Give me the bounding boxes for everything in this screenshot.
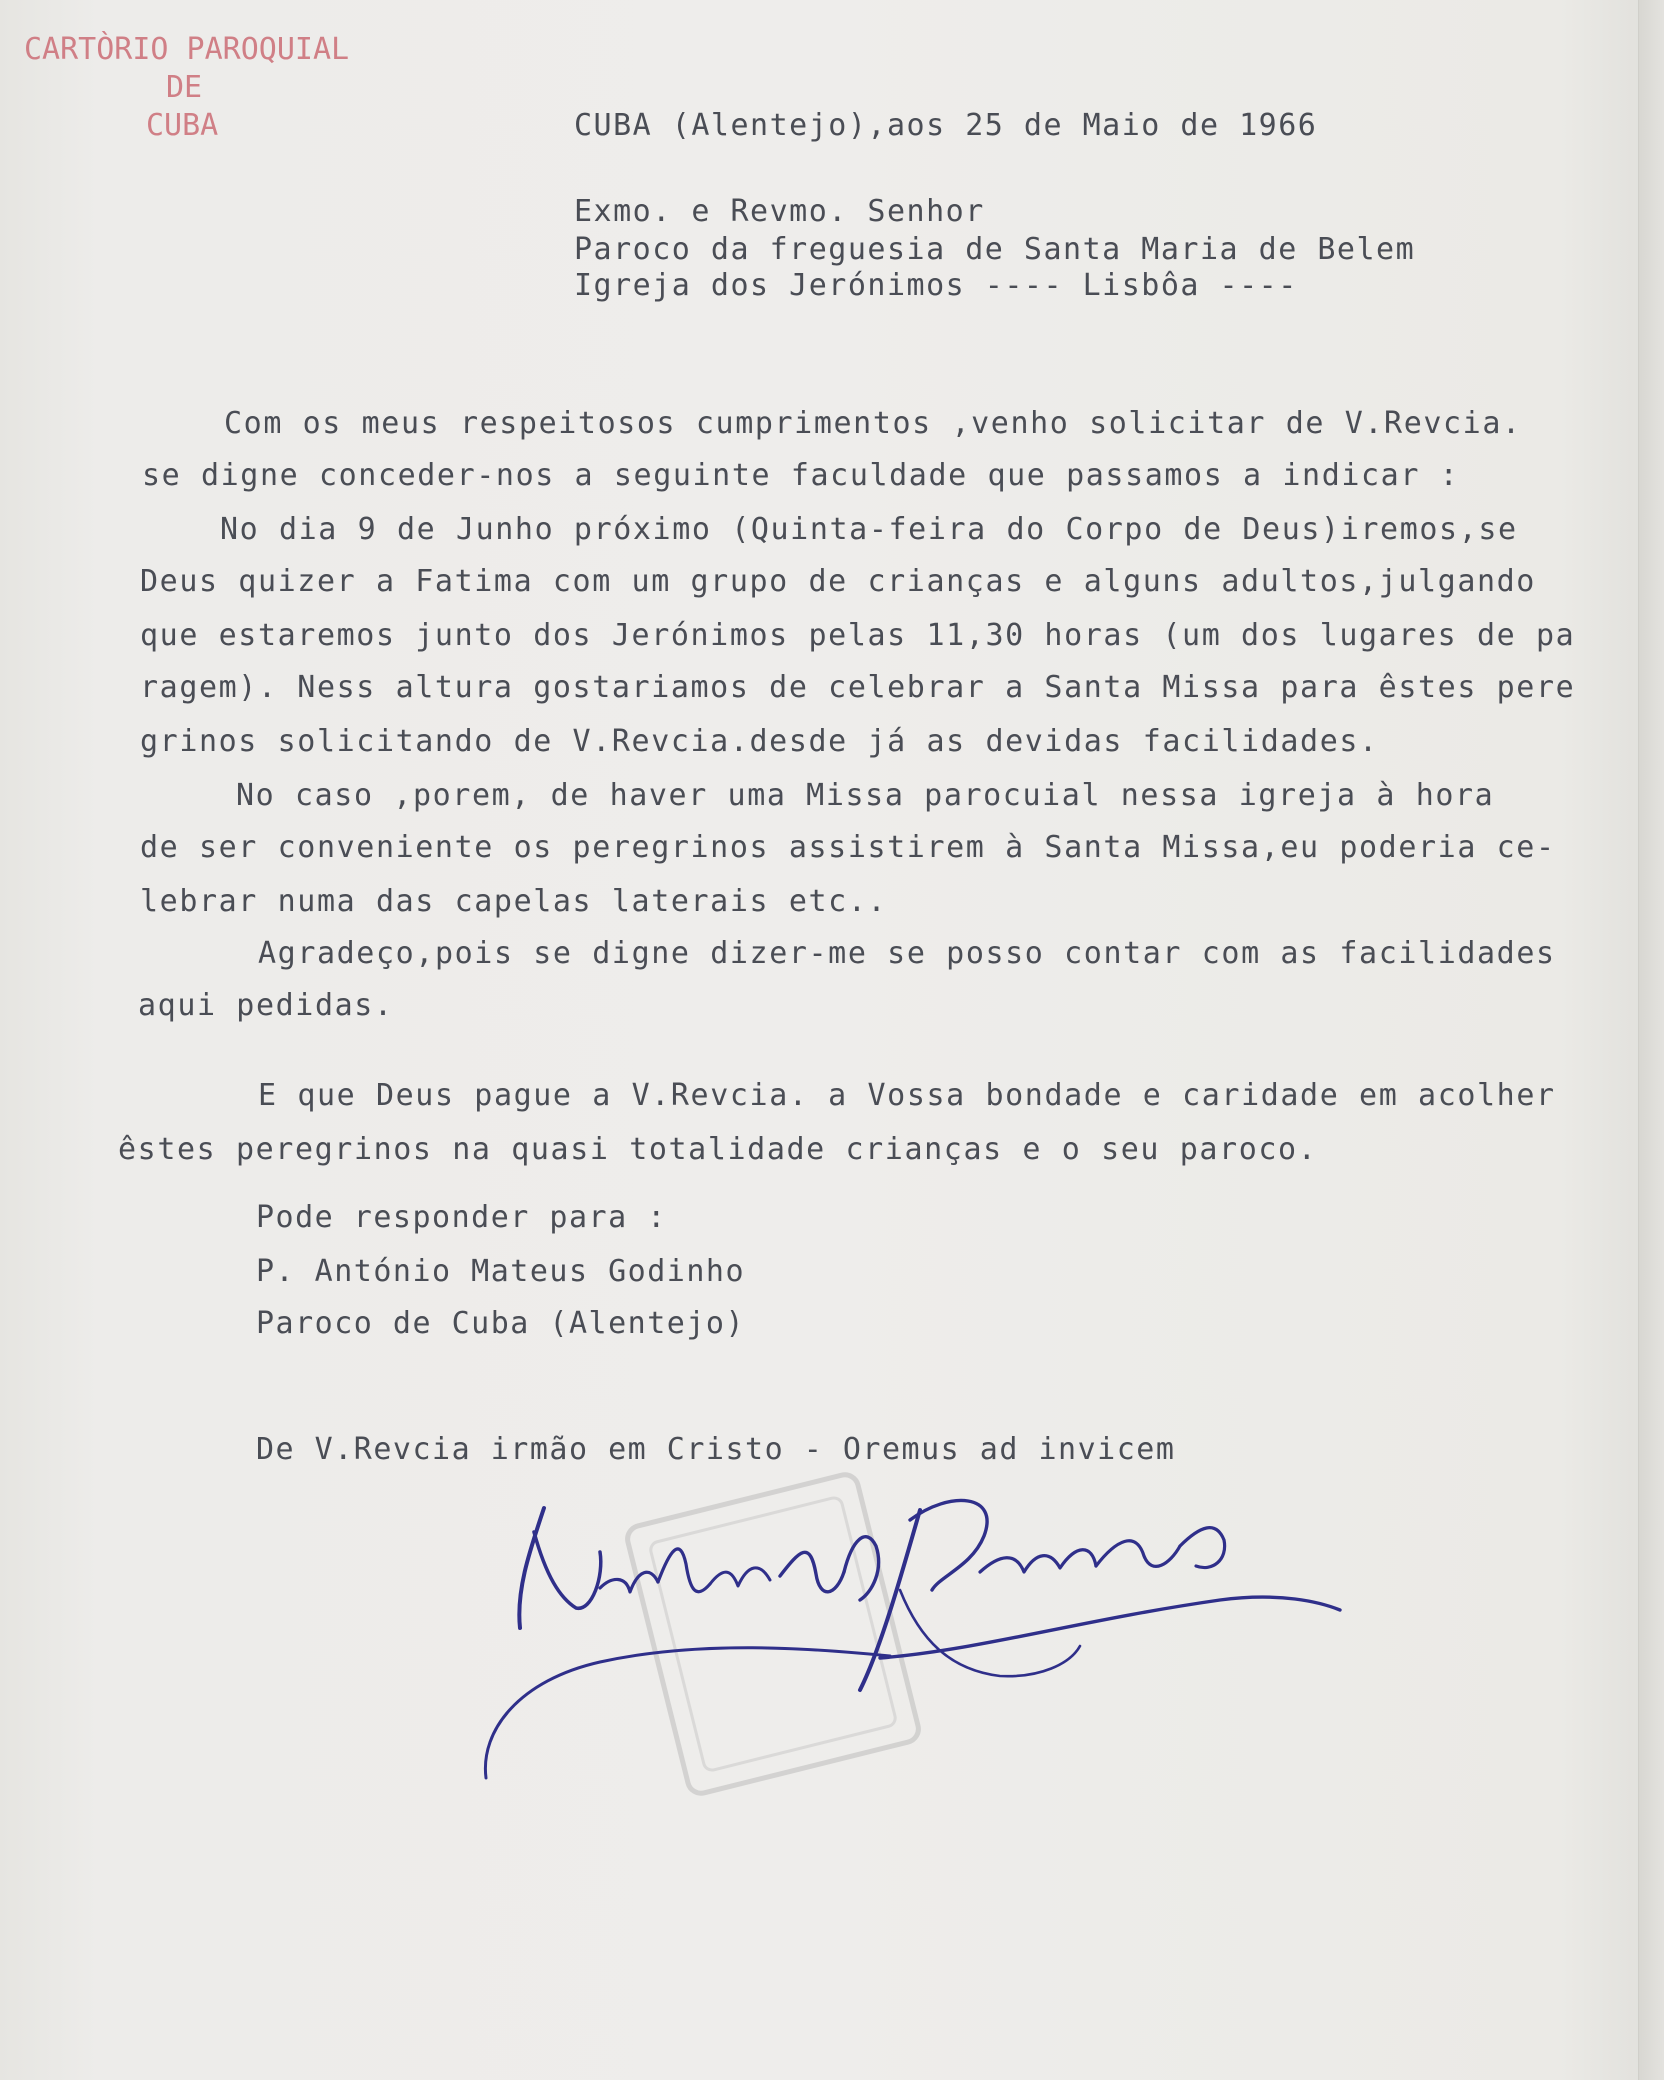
body-line: Agradeço,pois se digne dizer-me se posso contar com as facilidades bbox=[258, 936, 1556, 971]
body-line: No dia 9 de Junho próximo (Quinta-feira do Corpo de Deus)iremos,se bbox=[220, 512, 1518, 547]
reply-line-2: P. António Mateus Godinho bbox=[256, 1254, 746, 1289]
body-line: lebrar numa das capelas laterais etc.. bbox=[140, 884, 888, 919]
stamp-line-1: CARTÒRIO PAROQUIAL bbox=[24, 32, 350, 67]
signature bbox=[480, 1480, 1360, 1780]
reply-line-3: Paroco de Cuba (Alentejo) bbox=[256, 1306, 746, 1341]
dateline: CUBA (Alentejo),aos 25 de Maio de 1966 bbox=[574, 108, 1318, 143]
body-line: Deus quizer a Fatima com um grupo de crianças e alguns adultos,julgando bbox=[140, 564, 1536, 599]
body-line: grinos solicitando de V.Revcia.desde já as devidas facilidades. bbox=[140, 724, 1379, 759]
body-line: aqui pedidas. bbox=[138, 988, 394, 1023]
paper-edge bbox=[1638, 0, 1664, 2080]
body-line: de ser conveniente os peregrinos assistirem à Santa Missa,eu poderia ce- bbox=[140, 830, 1556, 865]
body-line: que estaremos junto dos Jerónimos pelas 11,30 horas (um dos lugares de pa bbox=[140, 618, 1576, 653]
body-line: Com os meus respeitosos cumprimentos ,venho solicitar de V.Revcia. bbox=[224, 406, 1522, 441]
stamp-line-3: CUBA bbox=[146, 108, 219, 143]
body-line: No caso ,porem, de haver uma Missa parocuial nessa igreja à hora bbox=[236, 778, 1495, 813]
closing-line: De V.Revcia irmão em Cristo - Oremus ad invicem bbox=[256, 1432, 1176, 1467]
recipient-line-1: Exmo. e Revmo. Senhor bbox=[574, 194, 985, 229]
body-line: se digne conceder-nos a seguinte faculdade que passamos a indicar : bbox=[142, 458, 1460, 493]
body-line: E que Deus pague a V.Revcia. a Vossa bondade e caridade em acolher bbox=[258, 1078, 1556, 1113]
stamp-line-2: DE bbox=[166, 70, 203, 105]
body-line: ragem). Ness altura gostariamos de celebrar a Santa Missa para êstes pere bbox=[140, 670, 1576, 705]
recipient-line-2: Paroco da freguesia de Santa Maria de Belem bbox=[574, 232, 1416, 267]
body-line: êstes peregrinos na quasi totalidade crianças e o seu paroco. bbox=[118, 1132, 1318, 1167]
reply-line-1: Pode responder para : bbox=[256, 1200, 667, 1235]
recipient-line-3: Igreja dos Jerónimos ---- Lisbôa ---- bbox=[574, 268, 1298, 303]
